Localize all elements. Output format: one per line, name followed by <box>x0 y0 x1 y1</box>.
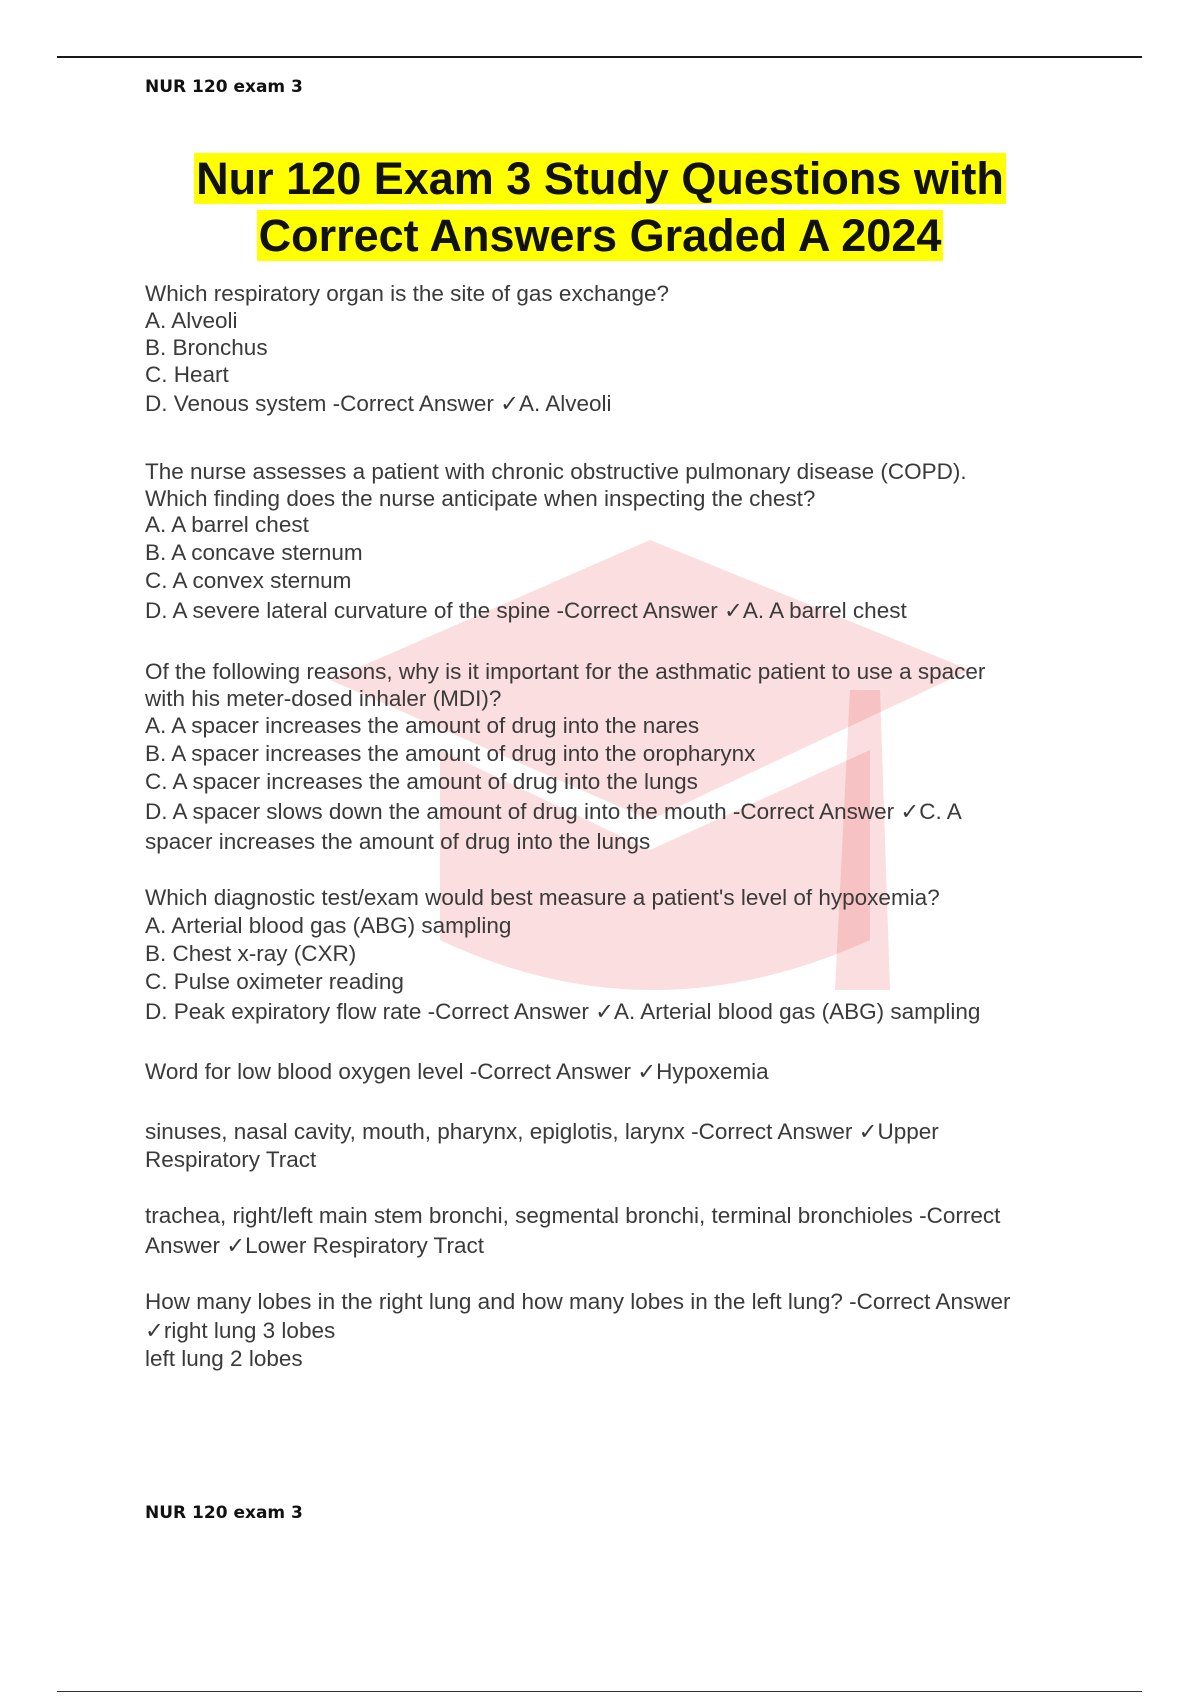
question-3-option-b: B. A spacer increases the amount of drug into the oropharynx <box>145 741 756 766</box>
question-3-stem-line-1: Of the following reasons, why is it important for the asthmatic patient to use a spacer <box>145 659 986 684</box>
question-4-option-c: C. Pulse oximeter reading <box>145 969 404 994</box>
question-4-option-a: A. Arterial blood gas (ABG) sampling <box>145 913 512 938</box>
question-4-option-d-answer: D. Peak expiratory flow rate -Correct Answer ✓A. Arterial blood gas (ABG) sampling <box>145 999 981 1024</box>
question-4-stem: Which diagnostic test/exam would best measure a patient's level of hypoxemia? <box>145 885 940 910</box>
question-8-line-3: left lung 2 lobes <box>145 1346 303 1371</box>
question-1-option-a: A. Alveoli <box>145 308 238 333</box>
question-8-line-2: ✓right lung 3 lobes <box>145 1318 336 1343</box>
question-7-line-2: Answer ✓Lower Respiratory Tract <box>145 1233 484 1258</box>
question-6-line-1: sinuses, nasal cavity, mouth, pharynx, epiglotis, larynx -Correct Answer ✓Upper <box>145 1119 939 1144</box>
question-2-stem-line-2: Which finding does the nurse anticipate when inspecting the chest? <box>145 486 816 511</box>
question-2-stem-line-1: The nurse assesses a patient with chronic obstructive pulmonary disease (COPD). <box>145 459 967 484</box>
question-1-option-d-answer: D. Venous system -Correct Answer ✓A. Alveoli <box>145 391 612 416</box>
question-3-stem-line-2: with his meter-dosed inhaler (MDI)? <box>145 686 502 711</box>
question-2-option-c: C. A convex sternum <box>145 568 352 593</box>
question-1-option-c: C. Heart <box>145 362 229 387</box>
question-3-answer-line-2: spacer increases the amount of drug into the lungs <box>145 829 651 854</box>
question-1-stem: Which respiratory organ is the site of gas exchange? <box>145 281 670 306</box>
question-4-option-b: B. Chest x-ray (CXR) <box>145 941 357 966</box>
question-2-option-a: A. A barrel chest <box>145 512 309 537</box>
header-rule <box>57 56 1142 58</box>
running-header: NUR 120 exam 3 <box>145 77 303 97</box>
question-2-option-b: B. A concave sternum <box>145 540 363 565</box>
question-2-option-d-answer: D. A severe lateral curvature of the spine -Correct Answer ✓A. A barrel chest <box>145 598 907 623</box>
question-3-option-a: A. A spacer increases the amount of drug into the nares <box>145 713 700 738</box>
running-footer: NUR 120 exam 3 <box>145 1503 303 1523</box>
footer-rule <box>57 1691 1142 1692</box>
question-3-option-d-answer-line-1: D. A spacer slows down the amount of drug into the mouth -Correct Answer ✓C. A <box>145 799 962 824</box>
question-6-line-2: Respiratory Tract <box>145 1147 317 1172</box>
document-title <box>0 150 1200 264</box>
question-5-answer: Word for low blood oxygen level -Correct Answer ✓Hypoxemia <box>145 1059 769 1084</box>
question-7-line-1: trachea, right/left main stem bronchi, segmental bronchi, terminal bronchioles -Correct <box>145 1203 1001 1228</box>
title-line-2: Correct Answers Graded A 2024 <box>258 210 942 261</box>
question-3-option-c: C. A spacer increases the amount of drug into the lungs <box>145 769 698 794</box>
title-line-1: Nur 120 Exam 3 Study Questions with <box>196 153 1004 204</box>
question-1-option-b: B. Bronchus <box>145 335 268 360</box>
question-8-line-1: How many lobes in the right lung and how many lobes in the left lung? -Correct Answer <box>145 1289 1011 1314</box>
